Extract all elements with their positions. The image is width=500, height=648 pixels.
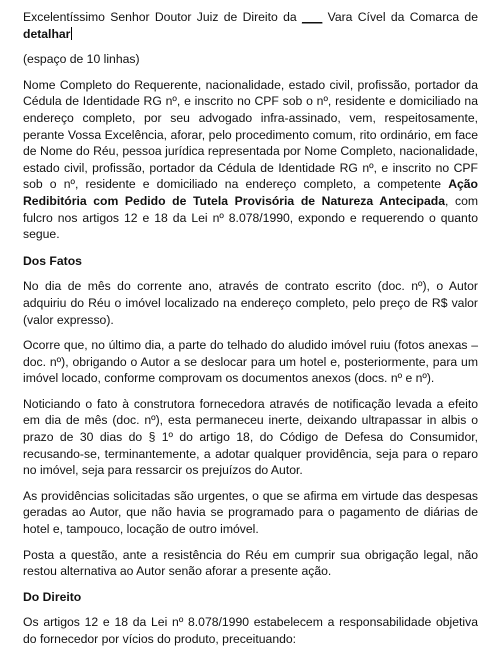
court-address bbox=[23, 9, 478, 42]
address-mid: Vara Cível da Comarca de bbox=[322, 10, 478, 24]
fatos-paragraph-1: No dia de mês do corrente ano, através de contrato escrito (doc. nº), o Autor adquiriu do Réu o imóvel localizado na endereço completo, pelo preço de R$ valor (valor expresso). bbox=[23, 279, 478, 327]
fatos-paragraph-3: Noticiando o fato à construtora fornecedora através de notificação levada a efeito em dia de mês (doc. nº), esta permaneceu inerte, deixando ultrapassar in albis o prazo de 30 dias do § 1º do artigo 18, do Código de Defesa do Consumidor, recusando-se, terminantemente, a adotar qualquer providência, seja para o reparo no imóvel, seja para ressarcir os prejuízos do Autor. bbox=[23, 396, 478, 478]
direito-paragraph-1: Os artigos 12 e 18 da Lei nº 8.078/1990 estabelecem a responsabilidade objetiva do fornecedor por vícios do produto, preceituando: bbox=[23, 615, 478, 646]
section-heading-fatos: Dos Fatos bbox=[23, 253, 82, 268]
fatos-paragraph-2: Ocorre que, no último dia, a parte do telhado do aludido imóvel ruiu (fotos anexas – doc. nº), obrigando o Autor a se deslocar para um hotel e, posteriormente, para um imóvel locado, conforme comprovam os documentos anexos (docs. nº e nº). bbox=[23, 338, 478, 386]
fatos-paragraph-5: Posta a questão, ante a resistência do Réu em cumprir sua obrigação legal, não restou alternativa ao Autor senão aforar a presente ação. bbox=[23, 547, 478, 579]
court-place: detalhar bbox=[23, 26, 71, 41]
intro-paragraph bbox=[23, 77, 478, 243]
intro-text-before: Nome Completo do Requerente, nacionalidade, estado civil, profissão, portador da Cédula de Identidade RG nº, e inscrito no CPF sob o nº, residente e domiciliado na endereço completo, por seu advogado infra-assinado, vem, respeitosamente, perante Vossa Excelência, aforar, pelo procedimento comum, rito ordinário, em face de Nome do Réu, pessoa jurídica representada por Nome Completo, nacionalidade, estado civil, profissão, portador da Cédula de Identidade RG nº, e inscrito no CPF sob o nº, residente e domiciliado na endereço completo, a competente bbox=[23, 77, 478, 192]
text-cursor bbox=[71, 27, 72, 40]
court-number-blank: ___ bbox=[301, 10, 323, 24]
spacing-note: (espaço de 10 linhas) bbox=[23, 52, 140, 67]
intro-text-after: , com fulcro nos artigos 12 e 18 da Lei nº 8.078/1990, expondo e requerendo o quanto segue. bbox=[23, 193, 479, 242]
section-heading-direito: Do Direito bbox=[23, 589, 82, 604]
fatos-paragraph-4: As providências solicitadas são urgentes, o que se afirma em virtude das despesas geradas ao Autor, que não havia se programado para o pagamento de diárias de hotel e, tampouco, locação de outro imóvel. bbox=[23, 488, 478, 537]
address-prefix: Excelentíssimo Senhor Doutor Juiz de Direito da bbox=[23, 10, 302, 24]
action-title: Ação Redibitória com Pedido de Tutela Provisória de Natureza Antecipada bbox=[23, 177, 478, 208]
